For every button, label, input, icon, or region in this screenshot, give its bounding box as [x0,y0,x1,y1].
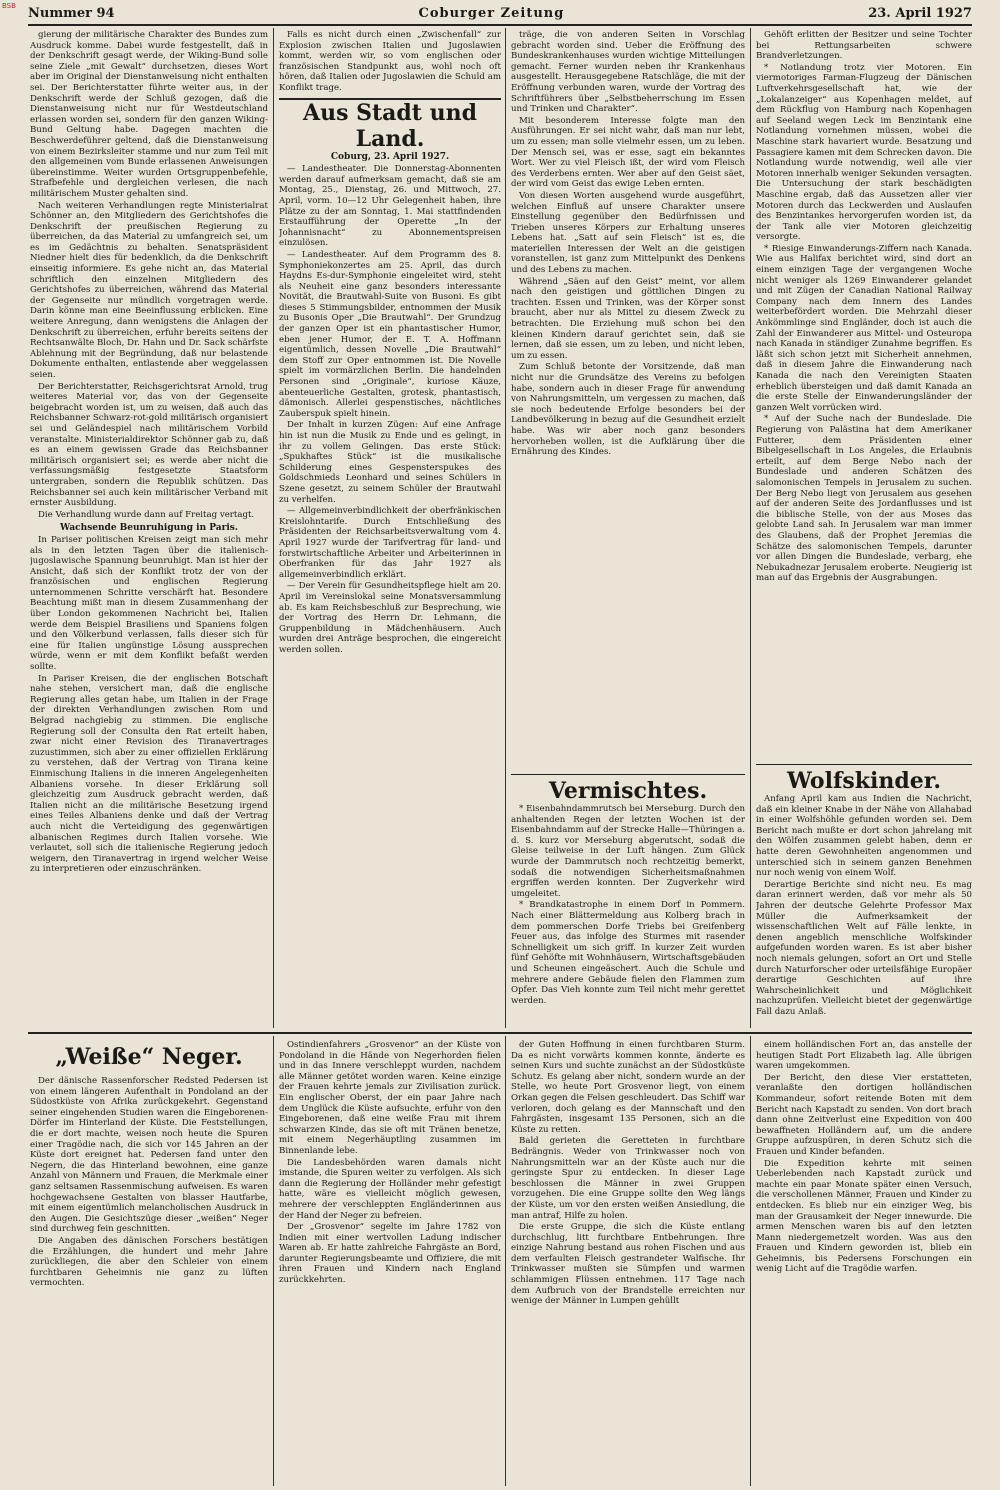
paragraph: Mit besonderem Interesse folgte man den Ausführungen. Er sei nicht wahr, daß man nur lebt, um zu essen; man solle vielmehr essen, um zu leben. Der Mensch sei, was er esse, sagt ein bekanntes Wort. Wer zu viel Fleisch ißt, der wird vom Fleisch des Verderbens ernten. Wer aber auf den Geist säet, der wird vom Geist das ewige Leben ernten. [511,115,745,190]
paragraph: Falls es nicht durch einen „Zwischenfall“ zur Explosion zwischen Italien und Jugoslawien kommt, werden wir, so vom englischen oder französischen Standpunkt aus, wohl noch oft hören, daß Italien oder Jugoslawien die Schuld am Konflikt trage. [279,30,501,93]
issue-number: Nummer 94 [28,5,115,21]
paragraph: Nach weiteren Verhandlungen regte Ministerialrat Schönner an, den Mitgliedern des Gerichtshofes die Denkschrift der preußischen Regierung zu überreichen, da das Material zu umfangreich sei, um es im Gedächtnis zu behalten. Senatspräsident Niedner hielt dies für bedenklich, da die Denkschrift einseitig informiere. Es gehe nicht an, das Material schriftlich den einzelnen Mitgliedern des Gerichtshofes zu überreichen, während das Material der Gegenseite nur mündlich vorgetragen werde. Darin könne man eine Beeinflussung erblicken. Eine weitere Anregung, dann wenigstens die Anlagen der Denkschrift zu überreichen, erfuhr bereits seitens der Rechtsanwälte Bloch, Dr. Hahn und Dr. Sack schärfste Ablehnung mit der Begründung, daß nur belastende Dokumente enthalten, entlastende aber weggelassen seien. [30,200,268,380]
column-4 [756,30,972,760]
neger-column-2 [279,1040,501,1486]
paragraph: Gehöft erlitten der Besitzer und seine Tochter bei Rettungsarbeiten schwere Brandverletzungen. [756,30,972,62]
section-title: Wolfskinder. [787,768,941,794]
neger-column-1 [30,1040,268,1486]
paragraph: * Auf der Suche nach der Bundeslade. Die Regierung von Palästina hat dem Amerikaner Futterer, dem Präsidenten einer Bibelgesellschaft in Los Angeles, die Erlaubnis erteilt, auf dem Berge Nebo nach der Bundeslade und anderen Schätzen des salomonischen Tempels in Jerusalem zu suchen. Der Berg Nebo liegt von Jerusalem aus gesehen auf der anderen Seite des Jordanflusses und ist die biblische Stelle, von der aus Moses das gelobte Land sah. In Jerusalem war man immer des Glaubens, daß der Prophet Jeremias die Schätze des salomonischen Tempels, darunter vor allen Dingen die Bundeslade, verbarg, ehe Nebukadnezar Jerusalem eroberte. Neugierig ist man auf das Ergebnis der Ausgrabungen. [756,414,972,584]
paragraph: * Eisenbahndammrutsch bei Merseburg. Durch den anhaltenden Regen der letzten Wochen ist der Eisenbahndamm auf der Strecke Halle—Thüringen a. d. S. kurz vor Merseburg abgerutscht, sodaß die Gleise teilweise in der Luft hängen. Zum Glück wurde der Dammrutsch noch rechtzeitig bemerkt, sodaß die notwendigen Sicherheitsmaßnahmen ergriffen werden konnten. Der Zugverkehr wird umgeleitet. [511,804,745,899]
paragraph: Während „Säen auf den Geist“ meint, vor allem nach den geistigen und göttlichen Dingen zu trachten. Essen und Trinken, was der Körper sonst braucht, aber nur als Mittel zu diesem Zweck zu betrachten. Die Erziehung muß schon bei den kleinen Kindern darauf gerichtet sein, daß sie lernen, daß sie essen, um zu leben, und nicht leben, um zu essen. [511,276,745,361]
paragraph: Von diesen Worten ausgehend wurde ausgeführt, welchen Einfluß auf unsere Charakter unsere Einstellung gegenüber den Bedürfnissen und Trieben unseres Körpers zur Erhaltung unseres Lebens hat. „Satt auf sein Fleisch“ ist es, die materiellen Interessen der Welt an die geistigen voranstellen, ist ganz zum Mittelpunkt des Denkens und des Lebens zu machen. [511,190,745,276]
paragraph: träge, die von anderen Seiten in Vorschlag gebracht worden sind. Ueber die Eröffnung des Bundeskrankenhauses wurden wichtige Mitteilungen gemacht. Ferner wurden neben ihr Krankenhaus ausgestellt. Herausgegebene Ratschläge, die mit der Eröffnung verbunden waren, wurde der Vortrag des Schriftführers über „Selbstbeherrschung im Essen und Trinken und Charakter“. [511,30,745,115]
issue-date: 23. April 1927 [868,5,972,21]
vermischtes-column [511,778,745,1028]
column-rule [273,28,274,1028]
article-heading: Wachsende Beunruhigung in Paris. [60,523,238,534]
paragraph: In Pariser politischen Kreisen zeigt man sich mehr als in den letzten Tagen über die italienisch-jugoslawische Spannung beunruhigt. Man ist hier der Ansicht, daß sich der Konflikt trotz der von der französischen und englischen Regierung unternommenen Schritte verschärft hat. Besondere Beachtung mißt man in diesem Zusammenhang der über London gekommenen Nachricht bei, Italien werde dem Beispiel Brasiliens und Spaniens folgen und den Völkerbund verlassen, falls dieser sich für eine für Italien ungünstige Lösung aussprechen würde, wenn er mit dem Konflikt befaßt werden sollte. [30,534,268,673]
paragraph: * Riesige Einwanderungs-Ziffern nach Kanada. Wie aus Halifax berichtet wird, sind dort an einem einzigen Tage der vergangenen Woche nicht weniger als 1269 Einwanderer gelandet und mit Zügen der Canadian National Railway Company nach dem Innern des Landes weiterbefördert worden. Die Mehrzahl dieser Ankömmlinge sind Engländer, doch ist auch die Zahl der Einwanderer aus Mittel- und Osteuropa nach Kanada in ständiger Zunahme begriffen. Es läßt sich schon jetzt mit Sicherheit annehmen, daß in diesem Jahre die Einwanderung nach Kanada die nach den Vereinigten Staaten erheblich übersteigen und daß damit Kanada an die erste Stelle der Einwanderungsländer der ganzen Welt vorrücken wird. [756,243,972,413]
section-title: Aus Stadt und Land. [303,99,477,152]
paragraph: * Brandkatastrophe in einem Dorf in Pommern. Nach einer Blättermeldung aus Kolberg brach in dem pommerschen Dorfe Triebs bei Greifenberg Feuer aus, das infolge des Sturmes mit rasender Schnelligkeit um sich griff. In kurzer Zeit wurden fünf Gehöfte mit Wohnhäusern, Wirtschaftsgebäuden und Scheunen eingeäschert. Auch die Schule und mehrere andere Gebäude fielen den Flammen zum Opfer. Das Vieh konnte zum Teil nicht mehr gerettet werden. [511,900,745,1006]
paragraph: * Notlandung trotz vier Motoren. Ein viermotoriges Farman-Flugzeug der Dänischen Luftverkehrsgesellschaft hat, wie der „Lokalanzeiger“ aus Kopenhagen meldet, auf dem Rückflug von Hamburg nach Kopenhagen auf Seeland wegen Leck im Benzintank eine Notlandung vornehmen müssen, wobei die Maschine stark havariert wurde. Besatzung und Passagiere kamen mit dem Schrecken davon. Die Notlandung wurde notwendig, weil alle vier Motoren innerhalb weniger Sekunden versagten. Die Untersuchung der stark beschädigten Maschine ergab, daß das Aussetzen aller vier Motoren durch das Leckwerden und Auslaufen des Benzintankes hervorgerufen worden ist, da der Tank alle vier Motoren gleichzeitig versorgte. [756,62,972,243]
paragraph: Der Berichterstatter, Reichsgerichtsrat Arnold, trug weiteres Material vor, das von der Gegenseite beigebracht worden ist, um zu weisen, daß auch das Reichsbanner Schwarz-rot-gold militärisch organisiert sei und Geländespiel nach militärischem Vorbild veranstalte. Ministerialdirektor Schönner gab zu, daß es an einem gewissen Grade das Reichsbanner militärisch organisiert sei; es werde aber nicht die verfassungsmäßig festgesetzte Staatsform untergraben, sondern die Republik schützen. Das Reichsbanner sei auch kein militärischer Verband mit ernster Ausbildung. [30,381,268,509]
paragraph: — Der Verein für Gesundheitspflege hielt am 20. April im Vereinslokal seine Monatsversammlung ab. Es kam Reichsbeschluß zur Besprechung, wie der Vortrag des Herrn Dr. Lehmann, die Gruppenbildung in Mädchenhäusern. Auch wurden drei Anträge besprochen, die eingereicht werden sollen. [279,581,501,655]
paragraph: einem holländischen Fort an, das anstelle der heutigen Stadt Port Elizabeth lag. Alle übrigen waren umgekommen. [756,1040,972,1072]
paragraph: Die Angaben des dänischen Forschers bestätigen die Erzählungen, die hundert und mehr Jahre zurückliegen, die aber den Schleier von einem furchtbaren Geheimnis nie ganz zu lüften vermochten. [30,1235,268,1289]
column-rule [750,1036,751,1486]
paragraph: Anfang April kam aus Indien die Nachricht, daß ein kleiner Knabe in der Nähe von Allahabad in einer Wolfshöhle gefunden worden sei. Dem Bericht nach mußte er dort schon jahrelang mit den Wölfen zusammen gelebt haben, denn er hatte deren Gewohnheiten angenommen und unterschied sich in seinem ganzen Benehmen nur noch wenig von einem Wolf. [756,794,972,879]
column-rule [505,28,506,1028]
wolfskinder-column [756,768,972,1028]
section-rule [756,764,972,765]
paragraph: Der „Grosvenor“ segelte im Jahre 1782 von Indien mit einer wertvollen Ladung indischer Waren ab. Er hatte zahlreiche Fahrgäste an Bord, darunter Regierungsbeamte und Offiziere, die mit ihren Frauen und Kindern nach England zurückkehrten. [279,1222,501,1286]
running-header [28,2,972,26]
column-3 [511,30,745,770]
section-rule [28,1032,972,1034]
column-rule [505,1036,506,1486]
paragraph: Die Landesbehörden waren damals nicht imstande, die Spuren weiter zu verfolgen. Als sich dann die Regierung der Holländer mehr gefestigt hatte, wäre es vielleicht möglich gewesen, mehrere der verschleppten Engländerinnen aus der Hand der Neger zu befreien. [279,1157,501,1221]
paragraph: Zum Schluß betonte der Vorsitzende, daß man nicht nur die Grundsätze des Vereins zu befolgen habe, sondern auch in dieser Frage für anwendung von Nahrungsmitteln, um vergessen zu machen, daß sie noch bedeutende Erfolge besonders bei der Landbevölkerung in bezug auf die Gesundheit erzielt habe. Was wir aber noch ganz besonders hervorheben wollen, ist die Aufklärung über die Ernährung des Kindes. [511,362,745,458]
library-stamp: BSB [2,2,16,10]
paragraph: Der Inhalt in kurzen Zügen: Auf eine Anfrage hin ist nun die Musik zu Ende und es gelingt, in ihr zu vollem Gelingen. Das erste Stück: „Spukhaftes Stück“ ist die musikalische Schilderung eines Gespensterspukes des Goldschmieds Leonhard und seines Schülers in Szene gesetzt, zu seinem Schüler der Brautwahl zu verhelfen. [279,420,501,505]
paragraph: Derartige Berichte sind nicht neu. Es mag daran erinnert werden, daß vor mehr als 50 Jahren der deutsche Gelehrte Professor Max Müller die Aufmerksamkeit der wissenschaftlichen Welt auf Fälle lenkte, in denen angeblich menschliche Wolfskinder aufgefunden worden waren. Es ist aber bisher noch niemals gelungen, sofort an Ort und Stelle durch Naturforscher oder urteilsfähige Europäer derartige Geschichten auf ihre Wahrscheinlichkeit und Möglichkeit nachzuprüfen. Vielleicht bietet der gegenwärtige Fall dazu Anlaß. [756,879,972,1017]
column-1 [30,30,268,1028]
paragraph: Die Expedition kehrte mit seinen Ueberlebenden nach Kapstadt zurück und machte ein paar Monate später einen Versuch, die verschollenen Männer, Frauen und Kinder zu entdecken. Es blieb nur ein einziger Weg, bis man der Grausamkeit der Neger innewurde. Die armen Menschen waren bis auf den letzten Mann niedergemetzelt worden. Was aus den Frauen und Kindern geworden ist, blieb ein Geheimnis, bis Pedersens Forschungen ein wenig Licht auf die Tragödie warfen. [756,1158,972,1275]
article-title: „Weiße“ Neger. [55,1044,243,1070]
paragraph: — Landestheater. Auf dem Programm des 8. Symphoniekonzertes am 25. April, das durch Haydns Es-dur-Symphonie eingeleitet wird, steht als Neuheit eine ganz besonders interessante Novität, die Brautwahl-Suite von Busoni. Es gibt dieses 5 Stimmungsbilder, entnommen der Musik zu Busonis Oper „Die Brautwahl“. Der Grundzug der ganzen Oper ist ein phantastischer Humor, eben jener Humor, der E. T. A. Hoffmann eigentümlich, dessen Novelle „Die Brautwahl“ dem Stoff zur Oper entnommen ist. Die Novelle spielt im vormärzlichen Berlin. Die handelnden Personen sind „Originale“, kuriose Käuze, abenteuerliche Gestalten, grotesk, phantastisch, dämonisch. Allerlei gespenstisches, nächtliches Zauberspuk spielt hinein. [279,249,501,419]
column-2 [279,30,501,1028]
column-rule [273,1036,274,1486]
paragraph: Der dänische Rassenforscher Redsted Pedersen ist von einem längeren Aufenthalt in Pondoland an der Südostküste von Afrika zurückgekehrt. Gegenstand seiner eingehenden Studien waren die Eingeborenen-Dörfer im Hinterland der Küste. Die Feststellungen, die er dort machte, weisen noch heute die Spuren einer Tragödie nach, die sich vor 145 Jahren an der Küste dort ereignet hat. Pedersen fand unter den Negern, die das Hinterland bewohnen, eine ganze Anzahl von Männern und Frauen, die Merkmale einer ganz seltsamen Rassenmischung aufweisen. Es waren hochgewachsene Gestalten von blasser Hautfarbe, mit einem eigentümlich melancholischen Ausdruck in den Augen. Die Gesichtszüge dieser „weißen“ Neger sind durchweg fein geschnitten. [30,1076,268,1235]
column-rule [750,28,751,1028]
paragraph: — Allgemeinverbindlichkeit der oberfränkischen Kreislohntarife. Durch Entschließung des Präsidenten der Reichsarbeitsverwaltung vom 4. April 1927 wurde der Tarifvertrag für land- und forstwirtschaftliche Arbeiter und Arbeiterinnen in Oberfranken für das Jahr 1927 als allgemeinverbindlich erklärt. [279,506,501,580]
paragraph: der Guten Hoffnung in einen furchtbaren Sturm. Da es nicht vorwärts kommen konnte, änderte es seinen Kurs und suchte zunächst an der Südostküste Schutz. Es gelang aber nicht, sondern wurde an der Stelle, wo heute Port Grosvenor liegt, von einem Orkan gegen die Felsen geschleudert. Das Schiff war verloren, doch gelang es der Mannschaft und den Fahrgästen, insgesamt 135 Personen, sich an die Küste zu retten. [511,1040,745,1135]
paragraph: In Pariser Kreisen, die der englischen Botschaft nahe stehen, versichert man, daß die englische Regierung alles getan habe, um Italien in der Frage der direkten Verhandlungen zwischen Rom und Belgrad nachgiebig zu stimmen. Die englische Regierung soll der Consulta den Rat erteilt haben, zwar nicht einer Revision des Tiranavertrages zuzustimmen, sich aber zu einer offiziellen Erklärung zu verstehen, daß der Vertrag von Tirana keine Einmischung Italiens in die inneren Angelegenheiten Albaniens vorsehe. In dieser Erklärung soll gleichzeitig zum Ausdruck gebracht werden, daß Italien nicht an die militärische Besetzung irgend eines Teiles Albaniens denke und daß der Vertrag auch nicht die Verteidigung des gegenwärtigen albanischen Regimes durch Italien vorsehe. Wie verlautet, soll sich die italienische Regierung jedoch weigern, den Tiranavertrag in irgend welcher Weise zu interpretieren oder einzuschränken. [30,673,268,875]
paragraph: Ostindienfahrers „Grosvenor“ an der Küste von Pondoland in die Hände von Negerhorden fielen und in das Innere verschleppt wurden, nachdem alle Männer getötet worden waren. Keine einzige der Frauen kehrte jemals zur Zivilisation zurück. Ein englischer Oberst, der ein paar Jahre nach dem Unglück die Küste aufsuchte, erfuhr von den Eingeborenen, daß eine weiße Frau mit ihrem schwarzen Kinde, das sie oft mit Tränen benetze, mit einem Negerhäuptling zusammen im Binnenlande lebe. [279,1040,501,1156]
paragraph: Die Verhandlung wurde dann auf Freitag vertagt. [38,509,255,520]
masthead: Coburger Zeitung [418,5,565,21]
neger-column-4 [756,1040,972,1486]
section-title: Vermischtes. [548,778,708,804]
paragraph: gierung der militärische Charakter des Bundes zum Ausdruck komme. Dabei wurde festgestellt, daß in der Denkschrift gesagt werde, der Wiking-Bund solle seine Ziele „mit Gewalt“ durchsetzen, dieses Wort aber im Original der Dienstanweisung nicht enthalten sei. Der Berichterstatter führte weiter aus, in der Denkschrift werde der Schluß gezogen, daß die Dienstanweisung nicht nur für Westdeutschland erlassen worden sei, sondern für den ganzen Wiking-Bund Geltung habe. Dagegen machten die Beschwerdeführer geltend, daß die Dienstanweisung von einem Bezirksleiter stamme und nur zum Teil mit den allgemeinen vom Bunde erlassenen Anweisungen übereinstimme. Weiter wurden Ortsgruppenbefehle, Strafbefehle und dergleichen verlesen, die nach militärischem Muster gehalten sind. [30,30,268,199]
paragraph: Bald gerieten die Geretteten in furchtbare Bedrängnis. Weder von Trinkwasser noch von Nahrungsmitteln war an der Küste auch nur die geringste Spur zu entdecken. In dieser Lage beschlossen die Männer in zwei Gruppen vorzugehen. Die eine Gruppe sollte den Weg längs der Küste, um vor den ersten weißen Ansiedlung, die man antraf, Hilfe zu holen. [511,1136,745,1221]
neger-column-3 [511,1040,745,1486]
paragraph: Die erste Gruppe, die sich die Küste entlang durchschlug, litt furchtbare Entbehrungen. Ihre einzige Nahrung bestand aus rohen Fischen und aus dem verfaulten Fleisch gestrandeter Walfische. Ihr Trinkwasser mußten sie Sümpfen und warmen schlammigen Flüssen entnehmen. 117 Tage nach dem Aufbruch von der Brandstelle erreichten nur wenige der Männer in Lumpen gehüllt [511,1222,745,1307]
section-rule [511,774,745,775]
paragraph: — Landestheater. Die Donnerstag-Abonnenten werden darauf aufmerksam gemacht, daß sie am Montag, 25., Dienstag, 26. und Mittwoch, 27. April, vorm. 10—12 Uhr Gelegenheit haben, ihre Plätze zu der am Sonntag, 1. Mai stattfindenden Erstaufführung der Operette „In der Johannisnacht“ zu Abonnementspreisen einzulösen. [279,164,501,249]
dateline: Coburg, 23. April 1927. [330,151,450,162]
paragraph: Der Bericht, den diese Vier erstatteten, veranlaßte den dortigen holländischen Kommandeur, sofort reitende Boten mit dem Bericht nach Kapstadt zu senden. Von dort brach dann ohne Zeitverlust eine Expedition von 400 bewaffneten Holländern auf, um die andere Gruppe aufzuspüren, in deren Schutz sich die Frauen und Kinder befanden. [756,1072,972,1157]
